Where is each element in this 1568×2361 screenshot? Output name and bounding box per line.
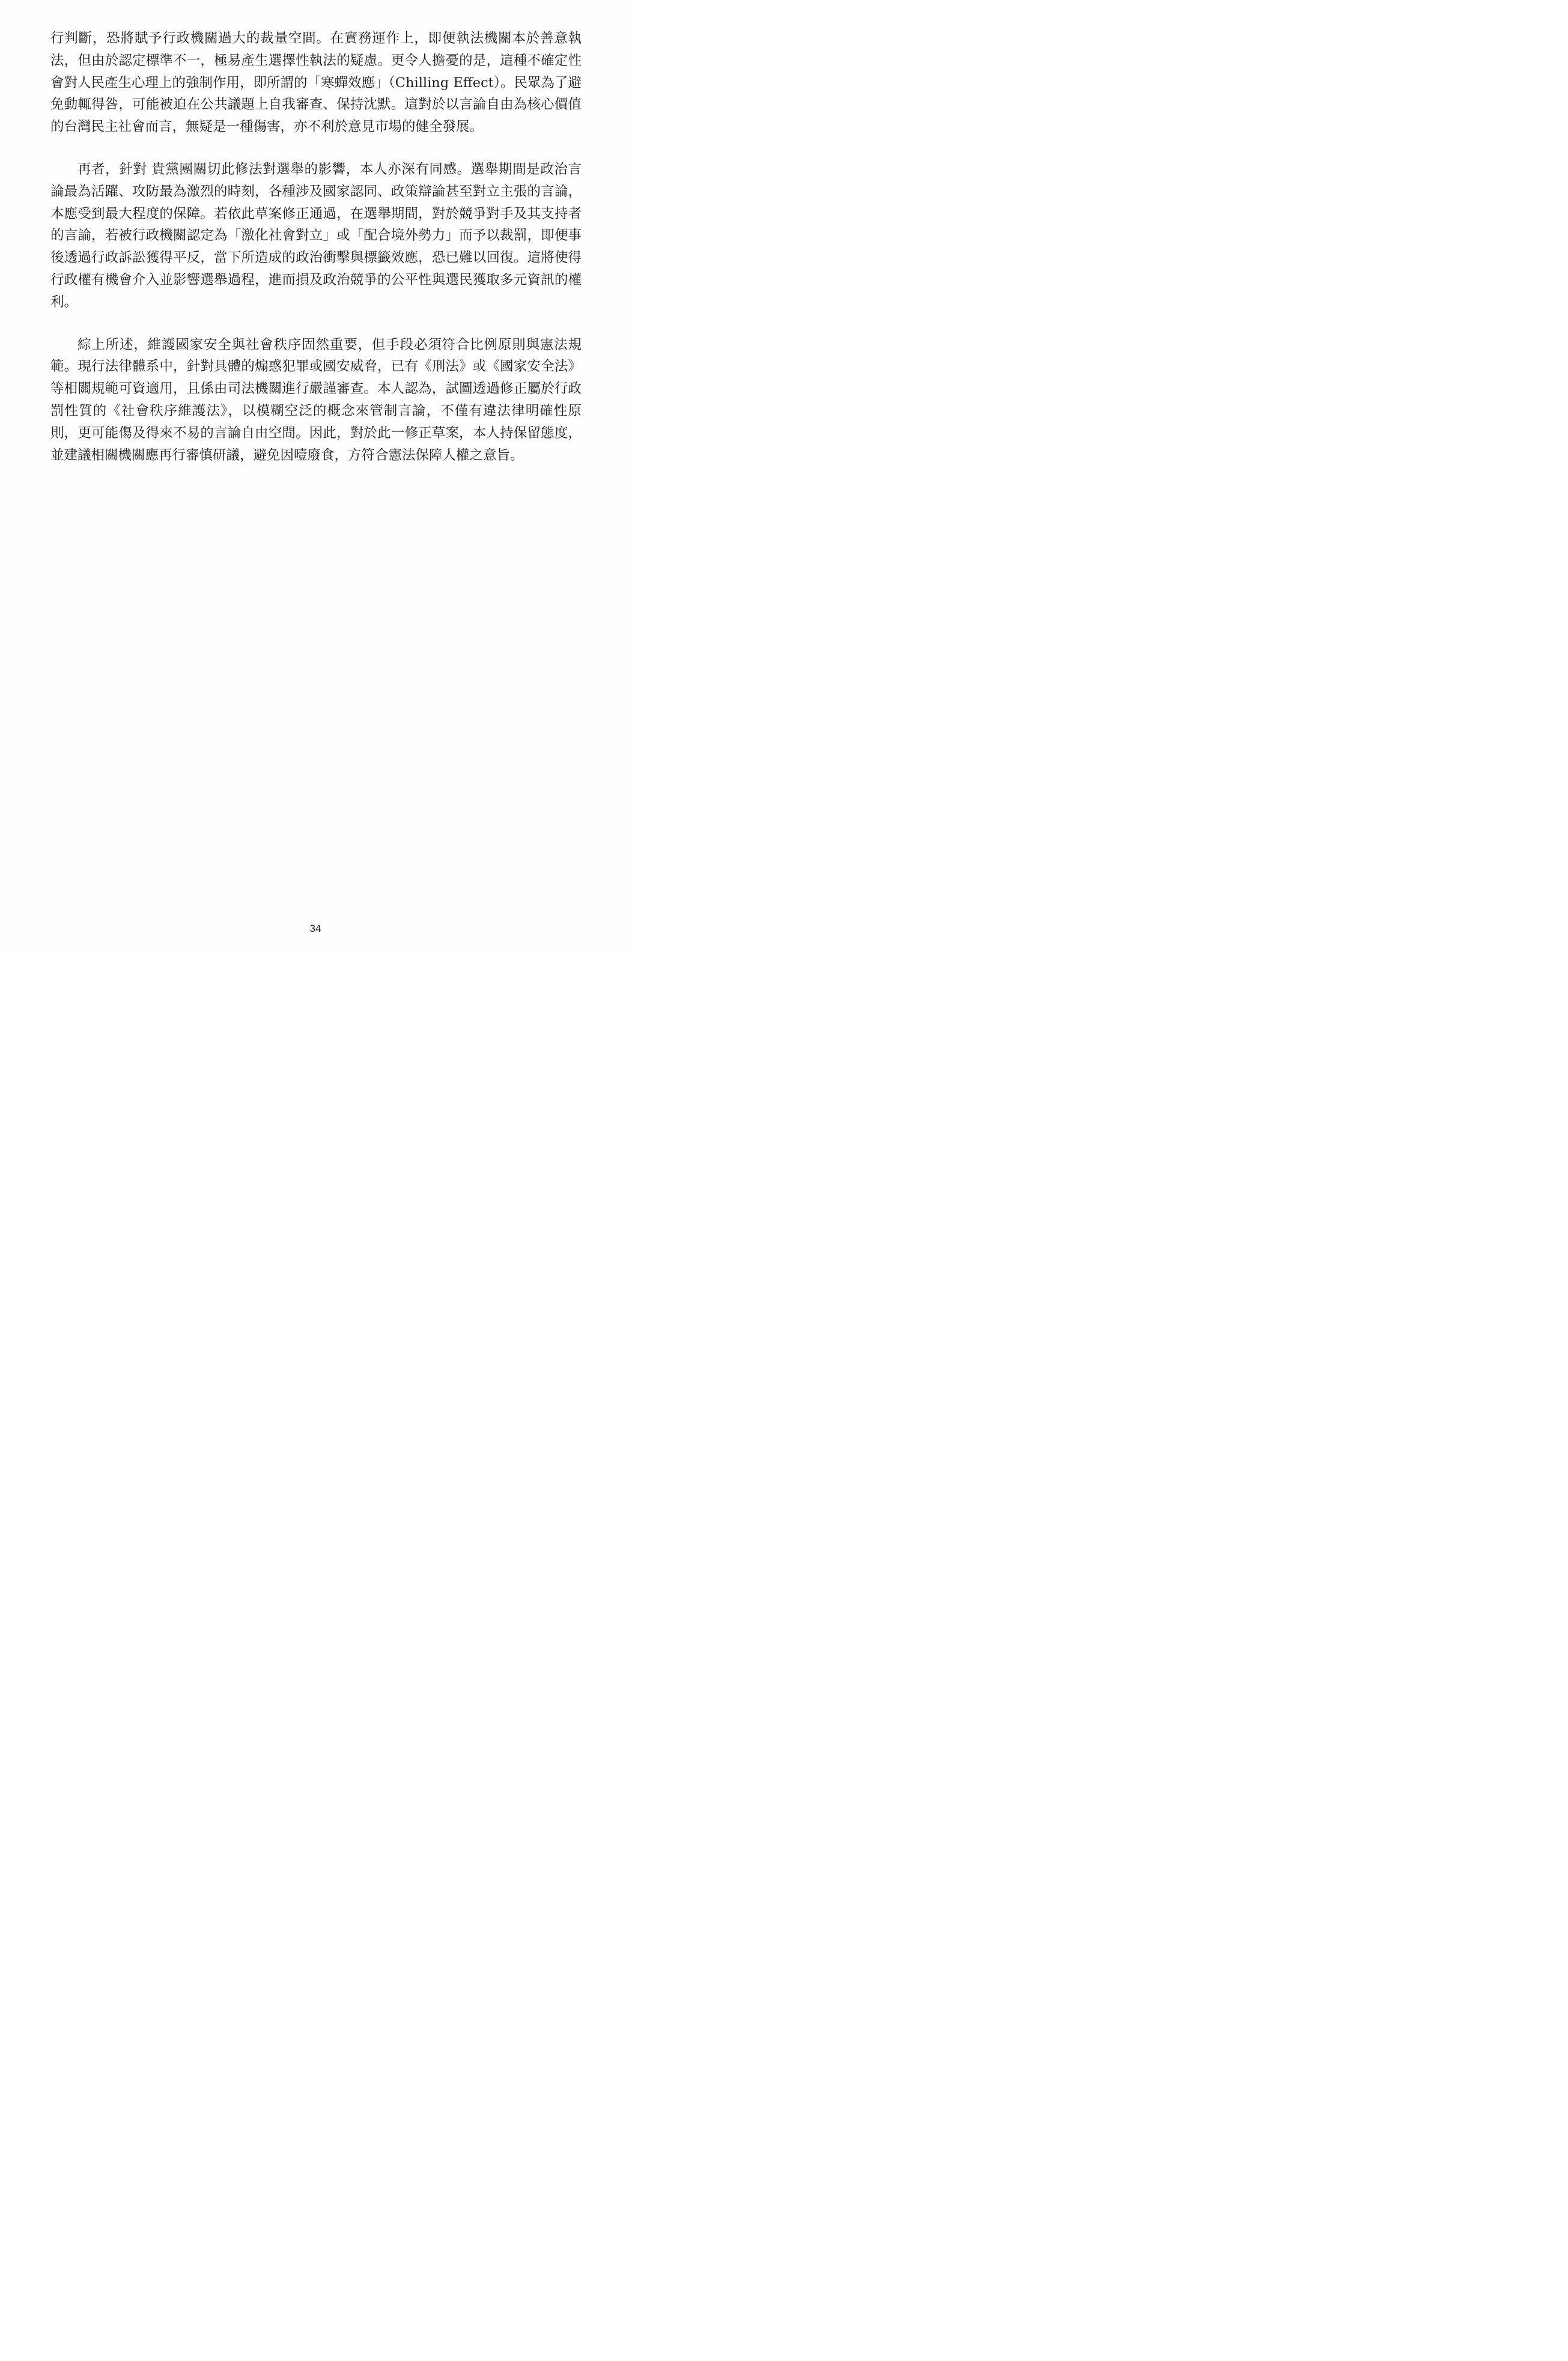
page-number: 34 xyxy=(309,923,321,934)
paragraph-election-impact: 再者，針對 貴黨團關切此修法對選舉的影響，本人亦深有同感。選舉期間是政治言論最為活躍、攻防最為激烈的時刻，各種涉及國家認同、政策辯論甚至對立主張的言論，本應受到最大程度的保障。若依此草案修正通過，在選舉期間，對於競爭對手及其支持者的言論，若被行政機關認定為「激化社會對立」或「配合境外勢力」而予以裁罰，即便事後透過行政訴訟獲得平反，當下所造成的政治衝擊與標籤效應，恐已難以回復。這將使得行政權有機會介入並影響選舉過程，進而損及政治競爭的公平性與選民獲取多元資訊的權利。 xyxy=(50,161,582,310)
paragraph-conclusion: 綜上所述，維護國家安全與社會秩序固然重要，但手段必須符合比例原則與憲法規範。現行法律體系中，針對具體的煽惑犯罪或國安威脅，已有《刑法》或《國家安全法》等相關規範可資適用，且係由司法機關進行嚴謹審查。本人認為，試圖透過修正屬於行政罰性質的《社會秩序維護法》，以模糊空泛的概念來管制言論，不僅有違法律明確性原則，更可能傷及得來不易的言論自由空間。因此，對於此一修正草案，本人持保留態度，並建議相關機關應再行審慎研議，避免因噎廢食，方符合憲法保障人權之意旨。 xyxy=(50,336,582,463)
document-page xyxy=(0,0,631,950)
paragraph-continuation: 行判斷，恐將賦予行政機關過大的裁量空間。在實務運作上，即便執法機關本於善意執法，但由於認定標準不一，極易產生選擇性執法的疑慮。更令人擔憂的是，這種不確定性會對人民產生心理上的強制作用，即所謂的「寒蟬效應」（Chilling Effect）。民眾為了避免動輒得咎，可能被迫在公共議題上自我審查、保持沈默。這對於以言論自由為核心價值的台灣民主社會而言，無疑是一種傷害，亦不利於意見市場的健全發展。 xyxy=(50,31,582,135)
document-body xyxy=(50,28,582,466)
